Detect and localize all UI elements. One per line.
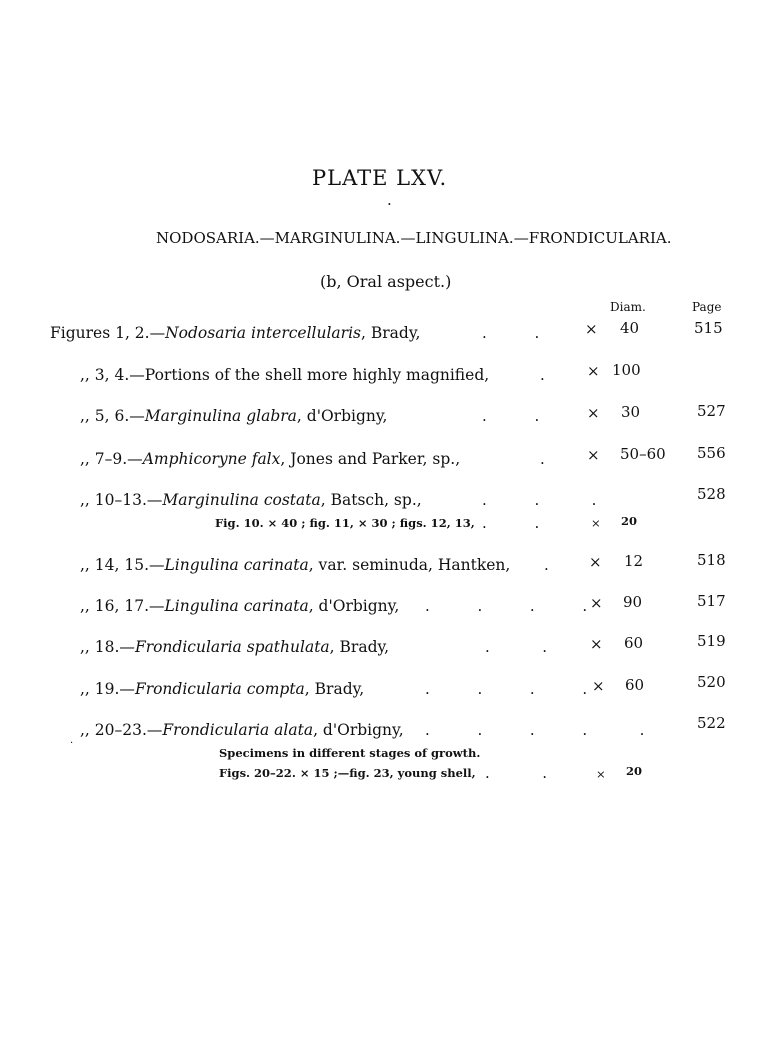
authority: , d'Orbigny,	[313, 721, 404, 739]
magnification-sign: ×	[592, 677, 605, 695]
magnification-sign: ×	[590, 635, 603, 653]
diameter-value: 12	[624, 552, 644, 570]
leader-dots: . . . . .	[425, 721, 645, 739]
genera-heading: NODOSARIA.—MARGINULINA.—LINGULINA.—FRONDICULARIA.	[156, 229, 672, 247]
decorative-dot: ·	[387, 195, 392, 213]
table-row	[80, 680, 364, 698]
species-name: Nodosaria intercellularis	[165, 324, 361, 342]
magnification-sign: ×	[590, 594, 603, 612]
leader-dots: . .	[482, 407, 540, 425]
leader-dots: .	[540, 450, 545, 468]
figure-numbers: Figures 1, 2.—	[50, 324, 166, 342]
table-row	[80, 721, 404, 739]
figure-numbers: ,, 19.—	[80, 680, 135, 698]
page-header: Page	[692, 300, 722, 314]
table-row	[80, 491, 422, 509]
authority: , Batsch, sp.,	[320, 491, 422, 509]
species-name: Amphicoryne falx	[142, 450, 281, 468]
authority: , Brady,	[361, 324, 421, 342]
species-name: Marginulina costata	[162, 491, 321, 509]
authority: , Jones and Parker, sp.,	[280, 450, 461, 468]
magnification-sign: ×	[596, 767, 606, 781]
diameter-value: 40	[620, 319, 640, 337]
page-number: 519	[697, 632, 726, 650]
page-number: 518	[697, 551, 726, 569]
page-number: 515	[694, 319, 723, 337]
figure-note: Specimens in different stages of growth.	[219, 746, 481, 760]
table-row	[80, 366, 489, 384]
plate-title: PLATE LXV.	[312, 166, 448, 190]
table-row	[50, 324, 420, 342]
leader-dots: . .	[482, 324, 540, 342]
diam-header: Diam.	[610, 300, 646, 314]
leader-dots: . . . .	[425, 597, 588, 615]
table-row	[80, 556, 510, 574]
figure-numbers: ,, 3, 4.—	[80, 366, 145, 384]
figure-numbers: ,, 10–13.—	[80, 491, 163, 509]
magnification-sign: ×	[587, 362, 600, 380]
diameter-value: 90	[623, 593, 643, 611]
page-number: 522	[697, 714, 726, 732]
table-row	[80, 597, 399, 615]
oral-aspect-note: (b, Oral aspect.)	[320, 272, 452, 291]
leader-dots: . .	[482, 514, 540, 532]
table-row	[80, 638, 389, 656]
species-name: Lingulina carinata	[164, 597, 309, 615]
diameter-value: 30	[621, 403, 641, 421]
magnification-sign: ×	[587, 446, 600, 464]
page-number: 556	[697, 444, 726, 462]
authority: , d'Orbigny,	[308, 597, 400, 615]
species-name: Marginulina glabra	[144, 407, 297, 425]
table-row	[80, 407, 388, 425]
page-number: 528	[697, 485, 726, 503]
magnification-sign: ×	[587, 404, 600, 422]
diameter-value: 60	[624, 634, 644, 652]
magnification-sign: ×	[591, 516, 601, 530]
stray-mark: ·	[70, 738, 74, 749]
page-number: 517	[697, 592, 726, 610]
species-name: Frondicularia compta	[134, 680, 305, 698]
figure-numbers: ,, 7–9.—	[80, 450, 143, 468]
diameter-value: 20	[621, 514, 638, 528]
figure-numbers: ,, 20–23.—	[80, 721, 163, 739]
authority: , Brady,	[304, 680, 365, 698]
figure-note: Fig. 10. × 40 ; fig. 11, × 30 ; figs. 12, 13,	[215, 516, 475, 530]
figure-numbers: ,, 5, 6.—	[80, 407, 145, 425]
authority: , d'Orbigny,	[296, 407, 388, 425]
species-name: Frondicularia spathulata	[134, 638, 330, 656]
figure-numbers: ,, 18.—	[80, 638, 135, 656]
leader-dots: .	[540, 366, 545, 384]
figure-numbers: ,, 16, 17.—	[80, 597, 165, 615]
diameter-value: 50–60	[620, 445, 666, 463]
page-number: 527	[697, 402, 726, 420]
leader-dots: . .	[485, 764, 547, 782]
figure-numbers: ,, 14, 15.—	[80, 556, 165, 574]
page-number: 520	[697, 673, 726, 691]
species-name: Frondicularia alata	[162, 721, 314, 739]
leader-dots: . . . .	[425, 680, 588, 698]
diameter-value: 20	[626, 764, 643, 778]
leader-dots: . .	[485, 638, 547, 656]
leader-dots: .	[544, 556, 549, 574]
authority: , var. seminuda, Hantken,	[308, 556, 511, 574]
table-row	[80, 450, 460, 468]
leader-dots: . . .	[482, 491, 597, 509]
authority: Portions of the shell more highly magnified,	[144, 366, 490, 384]
magnification-sign: ×	[585, 320, 598, 338]
magnification-sign: ×	[589, 553, 602, 571]
species-name: Lingulina carinata	[164, 556, 309, 574]
diameter-value: 60	[625, 676, 645, 694]
authority: , Brady,	[329, 638, 390, 656]
diameter-value: 100	[612, 361, 641, 379]
figure-note: Figs. 20–22. × 15 ;—fig. 23, young shell,	[219, 766, 476, 780]
